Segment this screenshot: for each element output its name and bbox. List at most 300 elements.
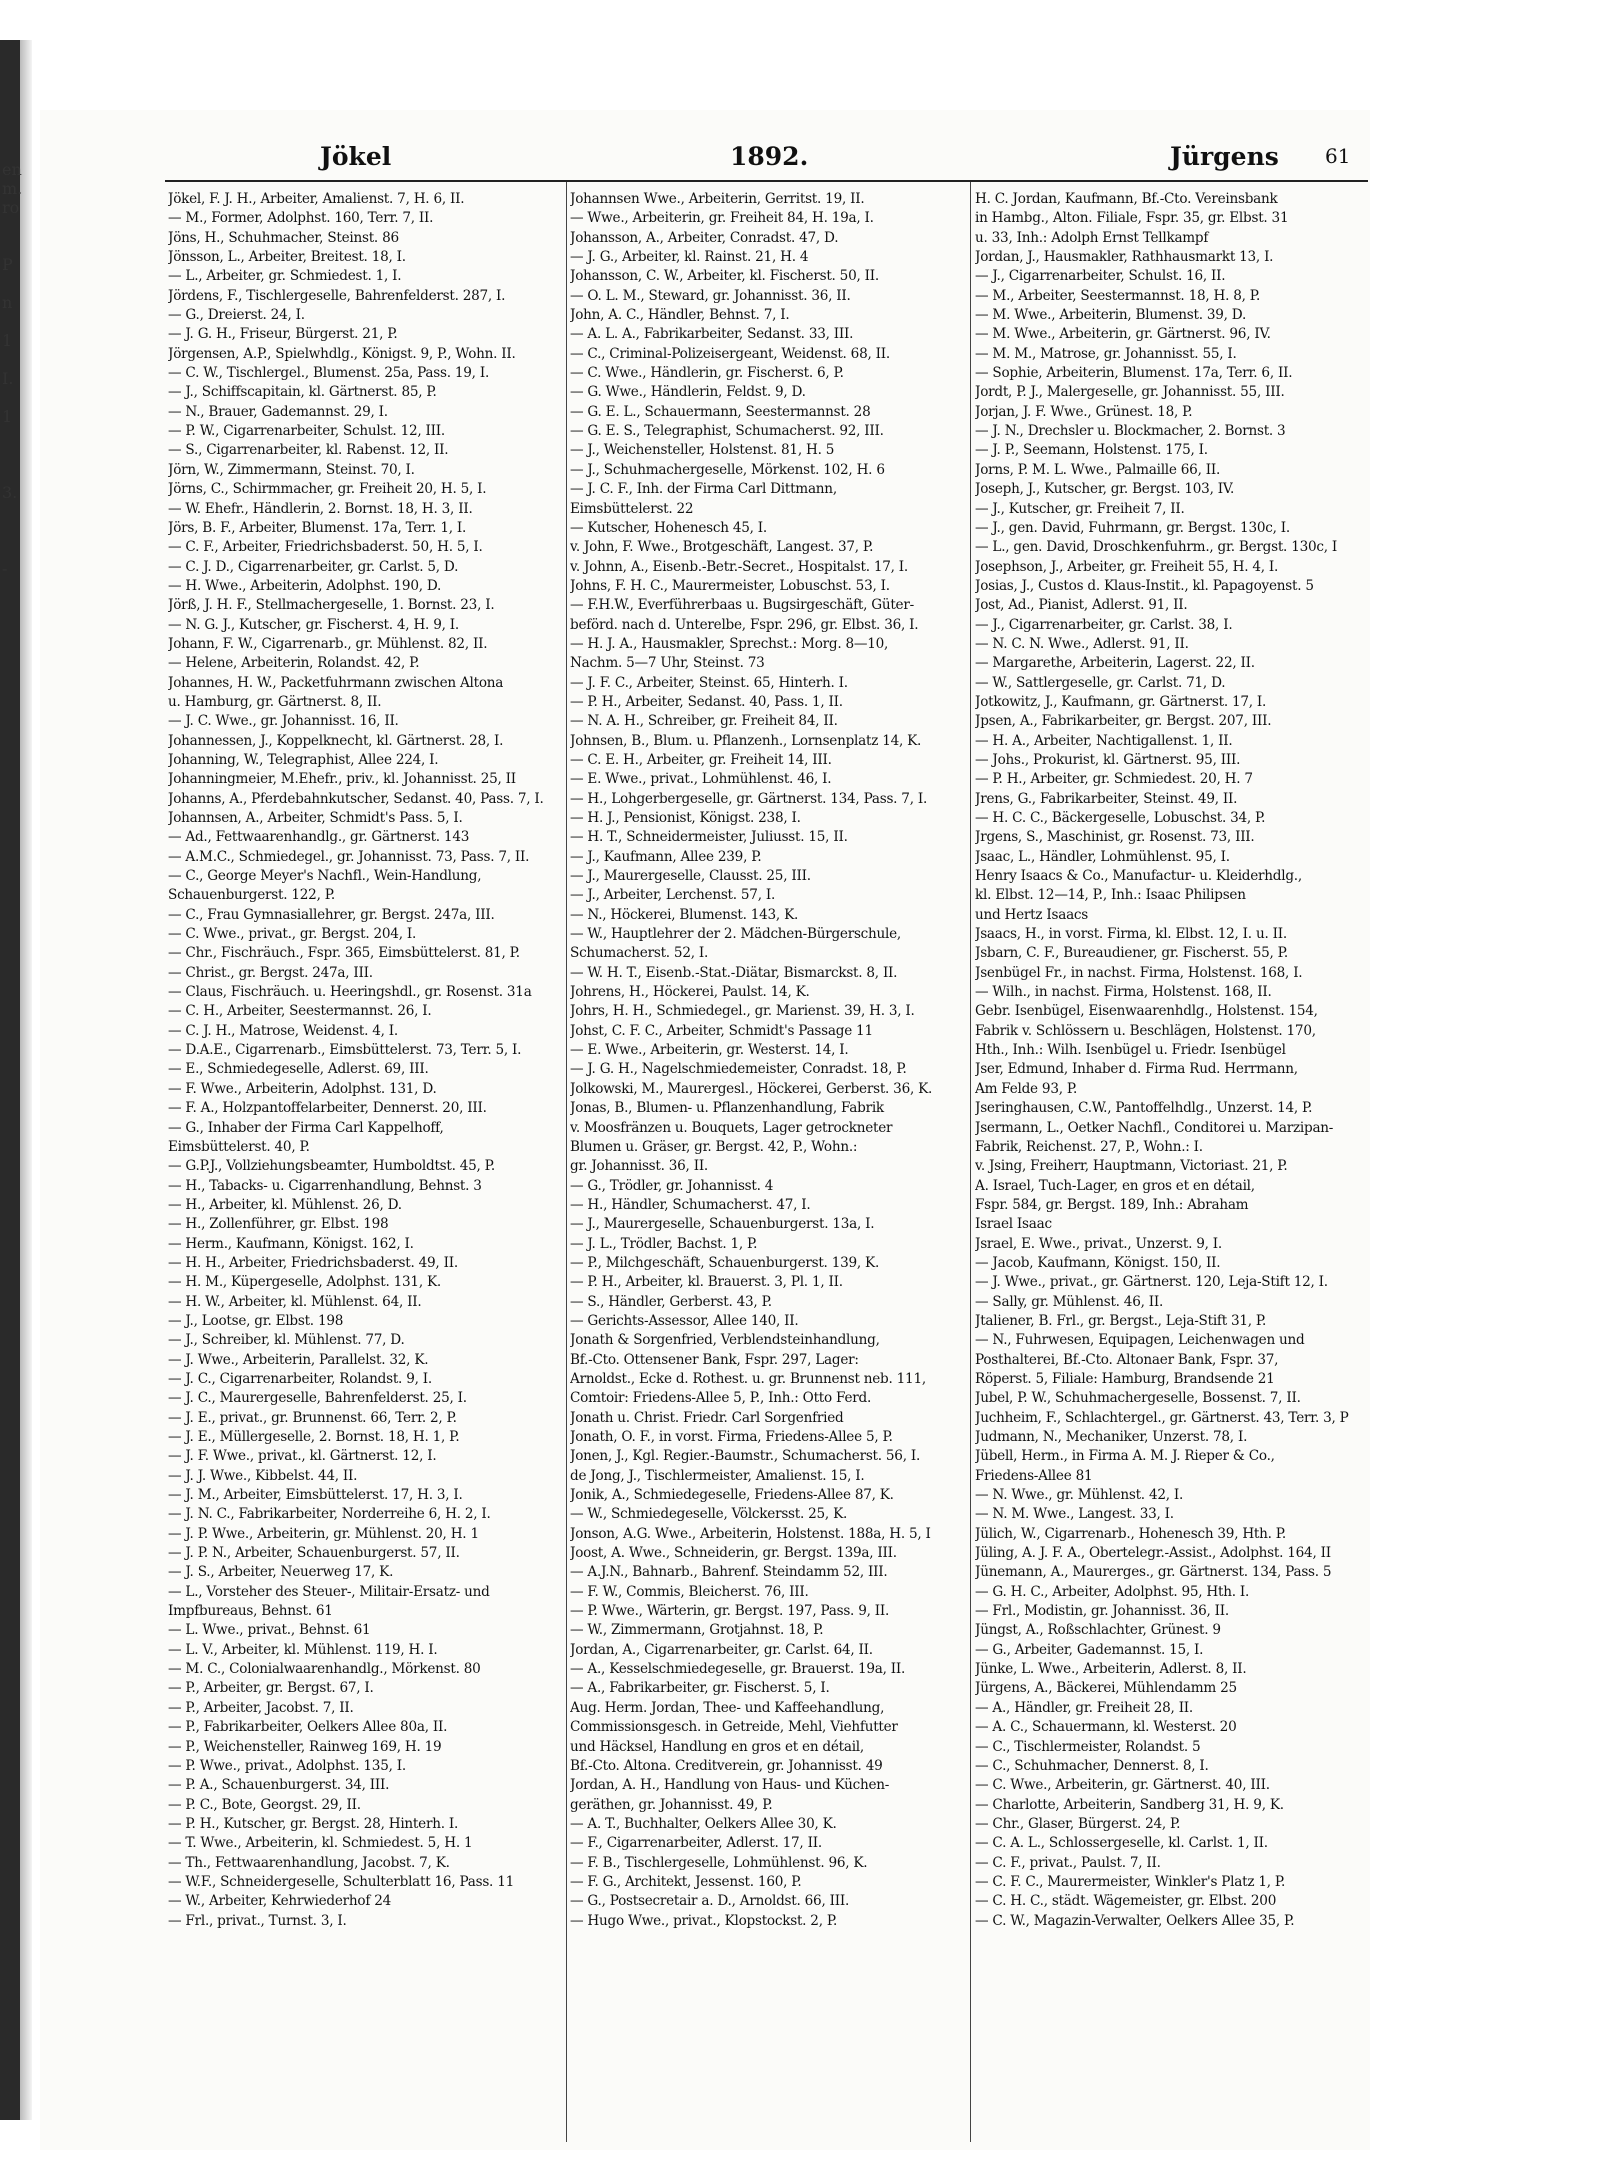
directory-entry: — F.H.W., Everführerbaas u. Bugsirgeschäft, Güter- <box>570 597 914 614</box>
directory-entry: — J. N., Drechsler u. Blockmacher, 2. Bornst. 3 <box>975 423 1286 440</box>
directory-entry: Johrs, H. H., Schmiedegel., gr. Marienst. 39, H. 3, I. <box>570 1003 915 1020</box>
directory-entry: — C. A. L., Schlossergeselle, kl. Carlst. 1, II. <box>975 1835 1268 1852</box>
directory-entry: — Johs., Prokurist, kl. Gärtnerst. 95, III. <box>975 751 1241 768</box>
directory-entry: Johanns, A., Pferdebahnkutscher, Sedanst. 40, Pass. 7, I. <box>168 790 544 807</box>
directory-entry: — F., Cigarrenarbeiter, Adlerst. 17, II. <box>570 1835 822 1852</box>
directory-entry: — J., Cigarrenarbeiter, Schulst. 16, II. <box>975 268 1226 285</box>
margin-fragment: en <box>2 160 22 179</box>
directory-entry: — Th., Fettwaarenhandlung, Jacobst. 7, K. <box>168 1854 450 1871</box>
directory-entry: Aug. Herm. Jordan, Thee- und Kaffeehandlung, <box>570 1699 885 1716</box>
directory-entry: Jülich, W., Cigarrenarb., Hohenesch 39, Hth. P. <box>975 1525 1287 1542</box>
directory-entry: Johansson, A., Arbeiter, Conradst. 47, D. <box>570 229 839 246</box>
margin-fragment <box>2 521 32 540</box>
directory-entry: in Hambg., Alton. Filiale, Fspr. 35, gr. Elbst. 31 <box>975 210 1289 227</box>
directory-entry: kl. Elbst. 12—14, P., Inh.: Isaac Philipsen <box>975 887 1246 904</box>
directory-entry: Impfbureaus, Behnst. 61 <box>168 1603 333 1620</box>
margin-fragment: 3. <box>2 483 18 502</box>
directory-entry: — J., Schuhmachergeselle, Mörkenst. 102, H. 6 <box>570 461 885 478</box>
directory-entry: Jsrael, E. Wwe., privat., Unzerst. 9, I. <box>975 1235 1222 1252</box>
directory-entry: Posthalterei, Bf.-Cto. Altonaer Bank, Fspr. 37, <box>975 1351 1279 1368</box>
directory-entry: — P. A., Schauenburgerst. 34, III. <box>168 1777 390 1794</box>
directory-entry: gr. Johannisst. 36, II. <box>570 1158 709 1175</box>
directory-entry: — M. Wwe., Arbeiterin, gr. Gärtnerst. 96, IV. <box>975 326 1271 343</box>
directory-entry: — J. G., Arbeiter, kl. Rainst. 21, H. 4 <box>570 249 809 266</box>
directory-entry: Jubel, P. W., Schuhmachergeselle, Bossenst. 7, II. <box>975 1390 1301 1407</box>
directory-entry: — L., Arbeiter, gr. Schmiedest. 1, I. <box>168 268 402 285</box>
directory-entry: Jotkowitz, J., Kaufmann, gr. Gärtnerst. 17, I. <box>975 693 1267 710</box>
directory-entry: Arnoldst., Ecke d. Rothest. u. gr. Brunnenst neb. 111, <box>570 1370 926 1387</box>
directory-entry: Jorjan, J. F. Wwe., Grünest. 18, P. <box>975 403 1193 420</box>
directory-entry: — A.J.N., Bahnarb., Bahrenf. Steindamm 52, III. <box>570 1564 888 1581</box>
directory-entry: — N. A. H., Schreiber, gr. Freiheit 84, II. <box>570 713 838 730</box>
directory-entry: Gebr. Isenbügel, Eisenwaarenhdlg., Holstenst. 154, <box>975 1003 1318 1020</box>
directory-entry: Jonath & Sorgenfried, Verblendsteinhandlung, <box>570 1332 880 1349</box>
directory-entry: — P., Milchgeschäft, Schauenburgerst. 139, K. <box>570 1254 880 1271</box>
directory-entry: — O. L. M., Steward, gr. Johannisst. 36, II. <box>570 287 851 304</box>
directory-entry: de Jong, J., Tischlermeister, Amalienst. 15, I. <box>570 1467 865 1484</box>
directory-entry: — C. Wwe., privat., gr. Bergst. 204, I. <box>168 926 417 943</box>
directory-entry: Nachm. 5—7 Uhr, Steinst. 73 <box>570 655 765 672</box>
directory-entry: — Herm., Kaufmann, Königst. 162, I. <box>168 1235 414 1252</box>
directory-entry: Blumen u. Gräser, gr. Bergst. 42, P., Wohn.: <box>570 1138 858 1155</box>
directory-entry: — H. M., Küpergeselle, Adolphst. 131, K. <box>168 1274 441 1291</box>
directory-entry: — P. Wwe., Wärterin, gr. Bergst. 197, Pass. 9, II. <box>570 1603 890 1620</box>
directory-entry: Jpsen, A., Fabrikarbeiter, gr. Bergst. 207, III. <box>975 713 1272 730</box>
directory-entry: — F. G., Architekt, Jessenst. 160, P. <box>570 1873 802 1890</box>
directory-entry: — M., Arbeiter, Seestermannst. 18, H. 8, P. <box>975 287 1261 304</box>
directory-entry: Am Felde 93, P. <box>975 1080 1078 1097</box>
directory-entry: — A., Fabrikarbeiter, gr. Fischerst. 5, I. <box>570 1680 830 1697</box>
directory-entry: — C. W., Magazin-Verwalter, Oelkers Allee 35, P. <box>975 1912 1295 1929</box>
directory-entry: — J., Maurergeselle, Clausst. 25, III. <box>570 868 811 885</box>
directory-entry: v. Johnn, A., Eisenb.-Betr.-Secret., Hospitalst. 17, I. <box>570 558 908 575</box>
directory-entry: Johannsen, A., Arbeiter, Schmidt's Pass. 5, I. <box>168 810 463 826</box>
directory-entry: — Sally, gr. Mühlenst. 46, II. <box>975 1293 1164 1310</box>
directory-entry: — P., Fabrikarbeiter, Oelkers Allee 80a, II. <box>168 1719 448 1736</box>
directory-entry: Jörns, C., Schirmmacher, gr. Freiheit 20, H. 5, I. <box>168 481 487 498</box>
directory-entry: — J. E., Müllergeselle, 2. Bornst. 18, H. 1, P. <box>168 1429 460 1445</box>
directory-entry: — C., Schuhmacher, Dennerst. 8, I. <box>975 1757 1209 1774</box>
directory-entry: Jtaliener, B. Frl., gr. Bergst., Leja-Stift 31, P. <box>975 1312 1267 1329</box>
directory-entry: — C. Wwe., Arbeiterin, gr. Gärtnerst. 40, III. <box>975 1777 1270 1794</box>
column-1 <box>168 190 563 2140</box>
directory-entry: — A.M.C., Schmiedegel., gr. Johannisst. 73, Pass. 7, II. <box>168 848 530 865</box>
directory-entry: Jonik, A., Schmiedegeselle, Friedens-Allee 87, K. <box>570 1487 894 1504</box>
directory-entry: — S., Händler, Gerberst. 43, P. <box>570 1293 772 1310</box>
directory-entry: Jsaac, L., Händler, Lohmühlenst. 95, I. <box>975 848 1230 865</box>
directory-entry: — J. C. Wwe., gr. Johannisst. 16, II. <box>168 713 399 730</box>
directory-entry: — C., George Meyer's Nachfl., Wein-Handlung, <box>168 868 482 885</box>
directory-entry: H. C. Jordan, Kaufmann, Bf.-Cto. Vereinsbank <box>975 191 1278 207</box>
directory-entry: — J. C., Maurergeselle, Bahrenfelderst. 25, I. <box>168 1390 467 1407</box>
directory-entry: — Wwe., Arbeiterin, gr. Freiheit 84, H. 19a, I. <box>570 210 874 227</box>
directory-entry: Jser, Edmund, Inhaber d. Firma Rud. Herrmann, <box>975 1061 1298 1078</box>
directory-entry: — J., Kaufmann, Allee 239, P. <box>570 848 762 865</box>
directory-entry: Joost, A. Wwe., Schneiderin, gr. Bergst. 139a, III. <box>570 1545 897 1562</box>
directory-entry: — P. H., Arbeiter, Sedanst. 40, Pass. 1, II. <box>570 693 843 710</box>
directory-entry: — J., Cigarrenarbeiter, gr. Carlst. 38, I. <box>975 616 1233 633</box>
directory-entry: — Jacob, Kaufmann, Königst. 150, II. <box>975 1254 1221 1271</box>
directory-entry: — M. Wwe., Arbeiterin, Blumenst. 39, D. <box>975 307 1247 324</box>
directory-entry: — L., Vorsteher des Steuer-, Militair-Ersatz- und <box>168 1583 490 1600</box>
directory-entry: — H. J., Pensionist, Königst. 238, I. <box>570 810 801 826</box>
directory-entry: — H. T., Schneidermeister, Juliusst. 15, II. <box>570 829 848 846</box>
directory-entry: Jüngst, A., Roßschlachter, Grünest. 9 <box>975 1622 1221 1639</box>
directory-entry: — J., Kutscher, gr. Freiheit 7, II. <box>975 500 1185 517</box>
directory-entry: — A., Händler, gr. Freiheit 28, II. <box>975 1699 1194 1716</box>
directory-entry: — H. J. A., Hausmakler, Sprechst.: Morg. 8—10, <box>570 635 889 652</box>
directory-entry: Jörß, J. H. F., Stellmachergeselle, 1. Bornst. 23, I. <box>168 597 495 614</box>
directory-entry: — H. H., Arbeiter, Friedrichsbaderst. 49, II. <box>168 1254 458 1271</box>
directory-entry: — M., Former, Adolphst. 160, Terr. 7, II. <box>168 210 434 227</box>
directory-entry: — Frl., Modistin, gr. Johannisst. 36, II. <box>975 1603 1229 1620</box>
directory-entry: — H., Tabacks- u. Cigarrenhandlung, Behnst. 3 <box>168 1177 482 1194</box>
directory-entry: — H., Zollenführer, gr. Elbst. 198 <box>168 1216 389 1233</box>
directory-entry: — Chr., Fischräuch., Fspr. 365, Eimsbüttelerst. 81, P. <box>168 945 520 962</box>
directory-entry: Jrens, G., Fabrikarbeiter, Steinst. 49, II. <box>975 790 1238 807</box>
directory-entry: — A. C., Schauermann, kl. Westerst. 20 <box>975 1719 1237 1736</box>
directory-entry: Johanningmeier, M.Ehefr., priv., kl. Johannisst. 25, II <box>168 771 516 788</box>
directory-entry: — C., Frau Gymnasiallehrer, gr. Bergst. 247a, III. <box>168 906 495 923</box>
directory-entry: — Margarethe, Arbeiterin, Lagerst. 22, II. <box>975 655 1255 672</box>
margin-fragment <box>2 502 32 521</box>
directory-entry: Johannes, H. W., Packetfuhrmann zwischen Altona <box>168 674 504 691</box>
directory-entry: — C. Wwe., Händlerin, gr. Fischerst. 6, P. <box>570 365 844 382</box>
directory-entry: Henry Isaacs & Co., Manufactur- u. Kleiderhdlg., <box>975 868 1302 885</box>
directory-entry: — Ad., Fettwaarenhandlg., gr. Gärtnerst. 143 <box>168 829 470 846</box>
directory-entry: Jost, Ad., Pianist, Adlerst. 91, II. <box>975 597 1188 614</box>
margin-fragment <box>2 445 32 464</box>
directory-entry: Schumacherst. 52, I. <box>570 945 709 962</box>
directory-entry: Jörgensen, A.P., Spielwhdlg., Königst. 9, P., Wohn. II. <box>168 345 516 362</box>
directory-entry: Jseringhausen, C.W., Pantoffelhdlg., Unzerst. 14, P. <box>975 1100 1313 1117</box>
directory-entry: Bf.-Cto. Altona. Creditverein, gr. Johannisst. 49 <box>570 1757 883 1774</box>
directory-entry: — J. J. Wwe., Kibbelst. 44, II. <box>168 1467 358 1484</box>
margin-fragment: ro <box>2 198 20 217</box>
column-divider <box>970 182 971 2142</box>
page-number: 61 <box>1325 144 1351 168</box>
directory-entry: Röperst. 5, Filiale: Hamburg, Brandsende 21 <box>975 1370 1275 1387</box>
directory-entry: — G., Postsecretair a. D., Arnoldst. 66, III. <box>570 1893 850 1910</box>
directory-entry: — J. P., Seemann, Holstenst. 175, I. <box>975 442 1208 459</box>
directory-entry: — J. G. H., Nagelschmiedemeister, Conradst. 18, P. <box>570 1061 907 1078</box>
directory-entry: beförd. nach d. Unterelbe, Fspr. 296, gr. Elbst. 36, I. <box>570 616 919 633</box>
header-rule <box>165 180 1368 182</box>
directory-entry: — Charlotte, Arbeiterin, Sandberg 31, H. 9, K. <box>975 1796 1284 1813</box>
directory-entry: Schauenburgerst. 122, P. <box>168 887 335 904</box>
directory-entry: — G.P.J., Vollziehungsbeamter, Humboldtst. 45, P. <box>168 1158 495 1175</box>
directory-entry: — G. H. C., Arbeiter, Adolphst. 95, Hth. I. <box>975 1583 1250 1600</box>
directory-entry: — G., Trödler, gr. Johannisst. 4 <box>570 1177 774 1194</box>
directory-entry: Israel Isaac <box>975 1216 1052 1233</box>
directory-entry: — N., Fuhrwesen, Equipagen, Leichenwagen und <box>975 1332 1305 1349</box>
directory-entry: Jünke, L. Wwe., Arbeiterin, Adlerst. 8, II. <box>975 1661 1247 1678</box>
column-divider <box>566 182 567 2142</box>
directory-entry: — W., Schmiedegeselle, Völckersst. 25, K. <box>570 1506 848 1523</box>
directory-entry: — P. Wwe., privat., Adolphst. 135, I. <box>168 1757 406 1774</box>
directory-entry: — J. F. Wwe., privat., kl. Gärtnerst. 12, I. <box>168 1448 437 1465</box>
margin-fragment <box>2 312 32 331</box>
directory-entry: Friedens-Allee 81 <box>975 1467 1093 1484</box>
margin-fragment: n <box>2 293 13 312</box>
directory-entry: — J. Wwe., Arbeiterin, Parallelst. 32, K. <box>168 1351 429 1368</box>
directory-entry: u. Hamburg, gr. Gärtnerst. 8, II. <box>168 693 382 710</box>
directory-entry: — A. L. A., Fabrikarbeiter, Sedanst. 33, III. <box>570 326 854 343</box>
directory-entry: — F. B., Tischlergeselle, Lohmühlenst. 96, K. <box>570 1854 868 1871</box>
header-last-name: Jürgens <box>1170 142 1279 171</box>
header-first-name: Jökel <box>320 142 392 171</box>
directory-entry: Jökel, F. J. H., Arbeiter, Amalienst. 7, H. 6, II. <box>168 191 465 207</box>
margin-fragment <box>2 350 32 369</box>
directory-entry: Joseph, J., Kutscher, gr. Bergst. 103, IV. <box>975 481 1235 498</box>
previous-page-fragment <box>2 160 32 578</box>
directory-entry: Jübell, Herm., in Firma A. M. J. Rieper & Co., <box>975 1448 1275 1465</box>
directory-entry: — L. Wwe., privat., Behnst. 61 <box>168 1622 371 1639</box>
directory-entry: Johns, F. H. C., Maurermeister, Lobuschst. 53, I. <box>570 577 890 594</box>
directory-entry: und Hertz Isaacs <box>975 906 1089 923</box>
directory-entry: — G., Inhaber der Firma Carl Kappelhoff, <box>168 1119 444 1136</box>
directory-entry: — J. P. N., Arbeiter, Schauenburgerst. 57, II. <box>168 1545 460 1562</box>
directory-entry: — J., Schiffscapitain, kl. Gärtnerst. 85, P. <box>168 384 437 401</box>
directory-entry: — H., Lohgerbergeselle, gr. Gärtnerst. 134, Pass. 7, I. <box>570 790 928 807</box>
directory-entry: Fabrik v. Schlössern u. Beschlägen, Holstenst. 170, <box>975 1022 1316 1039</box>
directory-entry: — J. G. H., Friseur, Bürgerst. 21, P. <box>168 326 398 343</box>
directory-entry: — N., Brauer, Gademannst. 29, I. <box>168 403 388 420</box>
directory-entry: — Christ., gr. Bergst. 247a, III. <box>168 964 373 981</box>
directory-entry: Jolkowski, M., Maurergesl., Höckerei, Gerberst. 36, K. <box>570 1080 933 1097</box>
directory-entry: Jordt, P. J., Malergeselle, gr. Johannisst. 55, III. <box>975 384 1285 401</box>
directory-entry: — Sophie, Arbeiterin, Blumenst. 17a, Terr. 6, II. <box>975 365 1293 382</box>
directory-entry: v. John, F. Wwe., Brotgeschäft, Langest. 37, P. <box>570 539 874 556</box>
directory-entry: A. Israel, Tuch-Lager, en gros et en détail, <box>975 1177 1255 1194</box>
directory-entry: — J. M., Arbeiter, Eimsbüttelerst. 17, H. 3, I. <box>168 1487 463 1504</box>
directory-entry: — Hugo Wwe., privat., Klopstockst. 2, P. <box>570 1912 838 1929</box>
directory-entry: — P. H., Arbeiter, gr. Schmiedest. 20, H. 7 <box>975 771 1253 788</box>
directory-entry: Johanning, W., Telegraphist, Allee 224, I. <box>168 751 439 768</box>
directory-entry: — Wilh., in nachst. Firma, Holstenst. 168, II. <box>975 984 1272 1001</box>
directory-entry: — C. J. D., Cigarrenarbeiter, gr. Carlst. 5, D. <box>168 558 459 575</box>
directory-entry: — C., Tischlermeister, Rolandst. 5 <box>975 1738 1201 1755</box>
directory-entry: u. 33, Inh.: Adolph Ernst Tellkampf <box>975 229 1209 246</box>
margin-fragment <box>2 236 32 255</box>
directory-entry: Jonath, O. F., in vorst. Firma, Friedens-Allee 5, P. <box>570 1429 893 1445</box>
directory-entry: — J. P. Wwe., Arbeiterin, gr. Mühlenst. 20, H. 1 <box>168 1525 479 1542</box>
directory-entry: — E. Wwe., Arbeiterin, gr. Westerst. 14, I. <box>570 1042 849 1059</box>
margin-fragment <box>2 388 32 407</box>
directory-entry: — W.F., Schneidergeselle, Schulterblatt 16, Pass. 11 <box>168 1873 514 1890</box>
directory-entry: Jünemann, A., Maurerges., gr. Gärtnerst. 134, Pass. 5 <box>975 1564 1332 1581</box>
directory-entry: Hth., Inh.: Wilh. Isenbügel u. Friedr. Isenbügel <box>975 1042 1286 1059</box>
directory-entry: — C. F., privat., Paulst. 7, II. <box>975 1854 1161 1871</box>
directory-entry: — W. Ehefr., Händlerin, 2. Bornst. 18, H. 3, II. <box>168 500 473 517</box>
directory-entry: Jonson, A.G. Wwe., Arbeiterin, Holstenst. 188a, H. 5, I <box>570 1525 931 1542</box>
directory-entry: Jördens, F., Tischlergeselle, Bahrenfelderst. 287, I. <box>168 287 506 304</box>
directory-entry: — N. C. N. Wwe., Adlerst. 91, II. <box>975 635 1189 652</box>
directory-entry: Jörn, W., Zimmermann, Steinst. 70, I. <box>168 461 415 478</box>
directory-entry: Jsbarn, C. F., Bureaudiener, gr. Fischerst. 55, P. <box>975 945 1288 962</box>
column-2 <box>570 190 965 2140</box>
directory-entry: — C. E. H., Arbeiter, gr. Freiheit 14, III. <box>570 751 832 768</box>
directory-entry: und Häcksel, Handlung en gros et en détail, <box>570 1738 864 1755</box>
margin-fragment <box>2 274 32 293</box>
directory-entry: Fspr. 584, gr. Bergst. 189, Inh.: Abraham <box>975 1196 1249 1213</box>
directory-entry: — J., Lootse, gr. Elbst. 198 <box>168 1312 344 1329</box>
directory-entry: — J. F. C., Arbeiter, Steinst. 65, Hinterh. I. <box>570 674 848 691</box>
directory-entry: geräthen, gr. Johannisst. 49, P. <box>570 1796 773 1813</box>
directory-entry: — E. Wwe., privat., Lohmühlenst. 46, I. <box>570 771 832 788</box>
directory-entry: Jorns, P. M. L. Wwe., Palmaille 66, II. <box>975 461 1221 478</box>
directory-entry: — P., Weichensteller, Rainweg 169, H. 19 <box>168 1738 442 1755</box>
directory-entry: Jonen, J., Kgl. Regier.-Baumstr., Schumacherst. 56, I. <box>570 1448 921 1465</box>
directory-entry: Jsenbügel Fr., in nachst. Firma, Holstenst. 168, I. <box>975 964 1303 981</box>
directory-entry: — C. F. C., Maurermeister, Winkler's Platz 1, P. <box>975 1873 1286 1890</box>
directory-entry: Eimsbüttelerst. 40, P. <box>168 1138 310 1155</box>
directory-entry: — C. F., Arbeiter, Friedrichsbaderst. 50, H. 5, I. <box>168 539 483 556</box>
directory-entry: Johannessen, J., Koppelknecht, kl. Gärtnerst. 28, I. <box>168 732 504 749</box>
directory-entry: — C., Criminal-Polizeisergeant, Weidenst. 68, II. <box>570 345 890 362</box>
directory-entry: — A., Kesselschmiedegeselle, gr. Brauerst. 19a, II. <box>570 1661 906 1678</box>
directory-entry: Jonas, B., Blumen- u. Pflanzenhandlung, Fabrik <box>570 1100 884 1117</box>
directory-entry: — W., Hauptlehrer der 2. Mädchen-Bürgerschule, <box>570 926 902 943</box>
directory-entry: — J. C., Cigarrenarbeiter, Rolandst. 9, I. <box>168 1370 432 1387</box>
directory-entry: — G. E. S., Telegraphist, Schumacherst. 92, III. <box>570 423 884 440</box>
directory-entry: Johrens, H., Höckerei, Paulst. 14, K. <box>570 984 810 1001</box>
directory-entry: — T. Wwe., Arbeiterin, kl. Schmiedest. 5, H. 1 <box>168 1835 473 1852</box>
directory-entry: — Frl., privat., Turnst. 3, I. <box>168 1912 347 1929</box>
directory-entry: Josias, J., Custos d. Klaus-Instit., kl. Papagoyenst. 5 <box>975 577 1314 594</box>
margin-fragment: 1 <box>2 331 13 350</box>
directory-entry: Eimsbüttelerst. 22 <box>570 500 694 517</box>
directory-entry: — C. H. C., städt. Wägemeister, gr. Elbst. 200 <box>975 1893 1277 1910</box>
directory-entry: Johannsen Wwe., Arbeiterin, Gerritst. 19, II. <box>570 191 865 207</box>
directory-entry: — L. V., Arbeiter, kl. Mühlenst. 119, H. I. <box>168 1641 438 1658</box>
directory-entry: — H. Wwe., Arbeiterin, Adolphst. 190, D. <box>168 577 442 594</box>
directory-entry: — P. H., Kutscher, gr. Bergst. 28, Hinterh. I. <box>168 1815 459 1832</box>
directory-entry: — Chr., Glaser, Bürgerst. 24, P. <box>975 1815 1181 1832</box>
directory-entry: — A. T., Buchhalter, Oelkers Allee 30, K. <box>570 1815 837 1832</box>
directory-entry: — C. H., Arbeiter, Seestermannst. 26, I. <box>168 1003 432 1020</box>
column-3 <box>975 190 1370 2140</box>
directory-entry: — F. W., Commis, Bleicherst. 76, III. <box>570 1583 809 1600</box>
directory-entry: — W., Zimmermann, Grotjahnst. 18, P. <box>570 1622 824 1639</box>
directory-entry: Johnsen, B., Blum. u. Pflanzenh., Lornsenplatz 14, K. <box>570 732 922 749</box>
margin-fragment: P <box>2 255 13 274</box>
directory-entry: — J. N. C., Fabrikarbeiter, Norderreihe 6, H. 2, I. <box>168 1506 491 1523</box>
directory-entry: Jordan, J., Hausmakler, Rathhausmarkt 13, I. <box>975 249 1274 266</box>
directory-entry: — H., Händler, Schumacherst. 47, I. <box>570 1196 811 1213</box>
margin-fragment: - <box>2 559 8 578</box>
directory-entry: — S., Cigarrenarbeiter, kl. Rabenst. 12, II. <box>168 442 449 459</box>
directory-entry: Johst, C. F. C., Arbeiter, Schmidt's Passage 11 <box>570 1022 873 1039</box>
directory-entry: Jüling, A. J. F. A., Obertelegr.-Assist., Adolphst. 164, II <box>975 1545 1331 1562</box>
directory-entry: Bf.-Cto. Ottensener Bank, Fspr. 297, Lager: <box>570 1351 859 1368</box>
directory-entry: Jrgens, S., Maschinist, gr. Rosenst. 73, III. <box>975 829 1255 846</box>
directory-entry: — P., Arbeiter, Jacobst. 7, II. <box>168 1699 354 1716</box>
directory-entry: — N. Wwe., gr. Mühlenst. 42, I. <box>975 1487 1184 1504</box>
directory-entry: v. Moosfränzen u. Bouquets, Lager getrockneter <box>570 1119 893 1136</box>
directory-entry: Josephson, J., Arbeiter, gr. Freiheit 55, H. 4, I. <box>975 558 1279 575</box>
directory-entry: — J. L., Trödler, Bachst. 1, P. <box>570 1235 758 1252</box>
directory-entry: Johann, F. W., Cigarrenarb., gr. Mühlenst. 82, II. <box>168 635 488 652</box>
directory-entry: — G., Dreierst. 24, I. <box>168 307 305 324</box>
directory-entry: — P. W., Cigarrenarbeiter, Schulst. 12, III. <box>168 423 445 440</box>
directory-entry: — N. G. J., Kutscher, gr. Fischerst. 4, H. 9, I. <box>168 616 459 633</box>
directory-entry: — E., Schmiedegeselle, Adlerst. 69, III. <box>168 1061 429 1078</box>
directory-entry: Jsermann, L., Oetker Nachfl., Conditorei u. Marzipan- <box>975 1119 1334 1136</box>
directory-entry: Fabrik, Reichenst. 27, P., Wohn.: I. <box>975 1138 1203 1155</box>
directory-entry: — H. C. C., Bäckergeselle, Lobuschst. 34, P. <box>975 810 1266 826</box>
directory-entry: Jordan, A., Cigarrenarbeiter, gr. Carlst. 64, II. <box>570 1641 873 1658</box>
directory-entry: — J., Maurergeselle, Schauenburgerst. 13a, I. <box>570 1216 875 1233</box>
directory-entry: — D.A.E., Cigarrenarb., Eimsbüttelerst. 73, Terr. 5, I. <box>168 1042 522 1059</box>
directory-entry: Juchheim, F., Schlachtergel., gr. Gärtnerst. 43, Terr. 3, P <box>975 1409 1349 1426</box>
directory-entry: Jöns, H., Schuhmacher, Steinst. 86 <box>168 229 399 246</box>
directory-entry: — W., Sattlergeselle, gr. Carlst. 71, D. <box>975 674 1226 691</box>
margin-fragment <box>2 464 32 483</box>
directory-entry: — P., Arbeiter, gr. Bergst. 67, I. <box>168 1680 374 1697</box>
directory-entry: — J., Arbeiter, Lerchenst. 57, I. <box>570 887 776 904</box>
directory-entry: — J. C. F., Inh. der Firma Carl Dittmann, <box>570 481 837 498</box>
directory-entry: Jönsson, L., Arbeiter, Breitest. 18, I. <box>168 249 406 266</box>
directory-entry: — M. C., Colonialwaarenhandlg., Mörkenst. 80 <box>168 1661 481 1678</box>
directory-entry: — C. W., Tischlergel., Blumenst. 25a, Pass. 19, I. <box>168 365 490 382</box>
directory-entry: Commissionsgesch. in Getreide, Mehl, Viehfutter <box>570 1719 898 1736</box>
header-year: 1892. <box>730 142 809 171</box>
directory-entry: — N., Höckerei, Blumenst. 143, K. <box>570 906 799 923</box>
directory-entry: — G., Arbeiter, Gademannst. 15, I. <box>975 1641 1204 1658</box>
directory-entry: — J., gen. David, Fuhrmann, gr. Bergst. 130c, I. <box>975 519 1290 536</box>
directory-entry: — P. C., Bote, Georgst. 29, II. <box>168 1796 361 1813</box>
directory-entry: Jonath u. Christ. Friedr. Carl Sorgenfried <box>570 1409 844 1426</box>
margin-fragment <box>2 540 32 559</box>
directory-entry: — J. Wwe., privat., gr. Gärtnerst. 120, Leja-Stift 12, I. <box>975 1274 1328 1291</box>
directory-entry: — W., Arbeiter, Kehrwiederhof 24 <box>168 1893 391 1910</box>
margin-fragment <box>2 217 32 236</box>
directory-entry: — Helene, Arbeiterin, Rolandst. 42, P. <box>168 655 420 672</box>
directory-entry: — P. H., Arbeiter, kl. Brauerst. 3, Pl. 1, II. <box>570 1274 843 1291</box>
directory-entry: — H. W., Arbeiter, kl. Mühlenst. 64, II. <box>168 1293 422 1310</box>
directory-entry: Jsaacs, H., in vorst. Firma, kl. Elbst. 12, I. u. II. <box>975 926 1287 943</box>
directory-entry: — N. M. Wwe., Langest. 33, I. <box>975 1506 1174 1523</box>
margin-fragment: m. <box>2 179 23 198</box>
directory-entry: — C. J. H., Matrose, Weidenst. 4, I. <box>168 1022 398 1039</box>
directory-entry: — J. E., privat., gr. Brunnenst. 66, Terr. 2, P. <box>168 1409 457 1426</box>
directory-entry: Jordan, A. H., Handlung von Haus- und Küchen- <box>570 1777 890 1794</box>
margin-fragment <box>2 426 32 445</box>
directory-entry: — G. Wwe., Händlerin, Feldst. 9, D. <box>570 384 806 401</box>
directory-entry: — J. S., Arbeiter, Neuerweg 17, K. <box>168 1564 394 1581</box>
directory-entry: — F. Wwe., Arbeiterin, Adolphst. 131, D. <box>168 1080 437 1097</box>
directory-entry: — F. A., Holzpantoffelarbeiter, Dennerst. 20, III. <box>168 1100 487 1117</box>
directory-entry: Comtoir: Friedens-Allee 5, P., Inh.: Otto Ferd. <box>570 1390 872 1407</box>
directory-entry: — H. A., Arbeiter, Nachtigallenst. 1, II. <box>975 732 1233 749</box>
directory-entry: — Claus, Fischräuch. u. Heeringshdl., gr. Rosenst. 31a <box>168 984 532 1001</box>
directory-entry: v. Jsing, Freiherr, Hauptmann, Victoriast. 21, P. <box>975 1158 1288 1175</box>
margin-fragment: I. <box>2 369 14 388</box>
directory-entry: Jörs, B. F., Arbeiter, Blumenst. 17a, Terr. 1, I. <box>168 519 467 536</box>
directory-entry: Judmann, N., Mechaniker, Unzerst. 78, I. <box>975 1429 1248 1445</box>
directory-entry: — M. M., Matrose, gr. Johannisst. 55, I. <box>975 345 1237 362</box>
directory-entry: — J., Schreiber, kl. Mühlenst. 77, D. <box>168 1332 405 1349</box>
margin-fragment: 1 <box>2 407 13 426</box>
directory-entry: Johansson, C. W., Arbeiter, kl. Fischerst. 50, II. <box>570 268 879 285</box>
directory-entry: — L., gen. David, Droschkenfuhrm., gr. Bergst. 130c, I <box>975 539 1338 556</box>
directory-entry: — Kutscher, Hohenesch 45, I. <box>570 519 767 536</box>
directory-entry: John, A. C., Händler, Behnst. 7, I. <box>570 307 790 324</box>
directory-entry: — G. E. L., Schauermann, Seestermannst. 28 <box>570 403 871 420</box>
directory-entry: — H., Arbeiter, kl. Mühlenst. 26, D. <box>168 1196 402 1213</box>
page-header <box>40 142 1370 182</box>
